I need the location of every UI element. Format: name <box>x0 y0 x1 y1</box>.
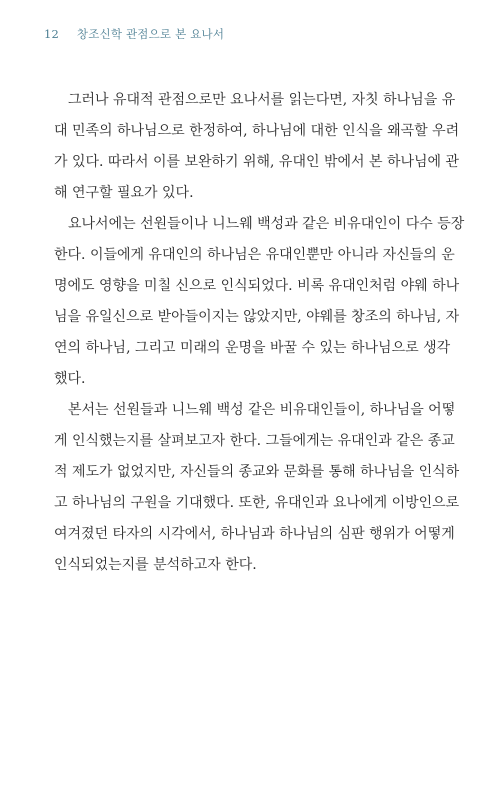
text-line: 게 인식했는지를 살펴보고자 한다. 그들에게는 유대인과 같은 종교 <box>54 433 455 449</box>
text-line: 연의 하나님, 그리고 미래의 운명을 바꿀 수 있는 하나님으로 생각 <box>54 340 451 356</box>
text-line: 인식되었는지를 분석하고자 한다. <box>54 557 257 573</box>
paragraph-1 <box>54 85 460 209</box>
paragraph-3 <box>54 395 460 581</box>
text-line: 한다. 이들에게 유대인의 하나님은 유대인뿐만 아니라 자신들의 운 <box>54 247 455 263</box>
text-line: 여겨졌던 타자의 시각에서, 하나님과 하나님의 심판 행위가 어떻게 <box>54 526 455 542</box>
body-text <box>54 85 465 581</box>
text-line: 명에도 영향을 미칠 신으로 인식되었다. 비록 유대인처럼 야웨 하나 <box>54 278 460 294</box>
text-line: 적 제도가 없었지만, 자신들의 종교와 문화를 통해 하나님을 인식하 <box>54 464 460 480</box>
text-line: 그러나 유대적 관점으로만 요나서를 읽는다면, 자칫 하나님을 유 <box>68 92 456 108</box>
text-line: 님을 유일신으로 받아들이지는 않았지만, 야웨를 창조의 하나님, 자 <box>54 309 460 325</box>
text-line: 고 하나님의 구원을 기대했다. 또한, 유대인과 요나에게 이방인으로 <box>54 495 460 511</box>
text-line: 대 민족의 하나님으로 한정하여, 하나님에 대한 인식을 왜곡할 우려 <box>54 123 460 139</box>
running-header <box>44 26 224 42</box>
book-title: 창조신학 관점으로 본 요나서 <box>76 27 225 41</box>
text-line: 요나서에는 선원들이나 니느웨 백성과 같은 비유대인이 다수 등장 <box>68 216 465 232</box>
text-line: 본서는 선원들과 니느웨 백성 같은 비유대인들이, 하나님을 어떻 <box>68 402 456 418</box>
paragraph-2 <box>54 209 465 395</box>
text-line: 했다. <box>54 371 86 387</box>
text-line: 가 있다. 따라서 이를 보완하기 위해, 유대인 밖에서 본 하나님에 관 <box>54 154 460 170</box>
page-number: 12 <box>44 27 60 41</box>
text-line: 해 연구할 필요가 있다. <box>54 185 194 201</box>
